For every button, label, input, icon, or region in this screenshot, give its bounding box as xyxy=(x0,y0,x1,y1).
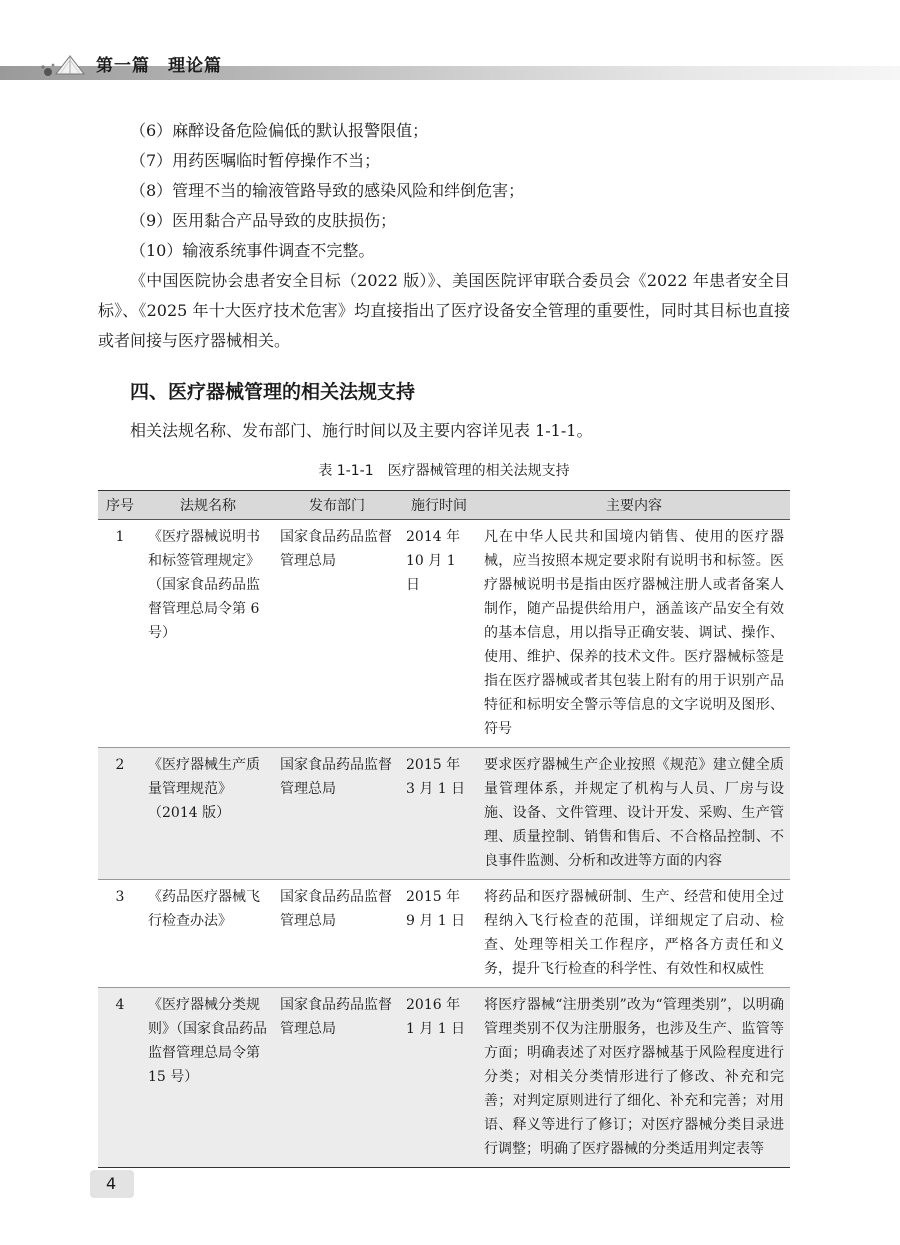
cell-content: 将药品和医疗器械研制、生产、经营和使用全过程纳入飞行检查的范围，详细规定了启动、检查、处理等相关工作程序，严格各方责任和义务，提升飞行检查的科学性、有效性和权威性 xyxy=(478,880,790,988)
list-item: （7）用药医嘱临时暂停操作不当； xyxy=(130,151,381,170)
cell-date: 2016 年 1 月 1 日 xyxy=(400,988,478,1168)
column-header: 法规名称 xyxy=(142,491,274,520)
list-item: （9）医用黏合产品导致的皮肤损伤； xyxy=(130,211,397,230)
cell-dept: 国家食品药品监督管理总局 xyxy=(274,880,400,988)
cell-no: 1 xyxy=(98,520,142,748)
column-header: 序号 xyxy=(98,491,142,520)
cell-date: 2015 年 3 月 1 日 xyxy=(400,748,478,880)
book-decoration-icon xyxy=(40,50,88,80)
cell-no: 4 xyxy=(98,988,142,1168)
list-item: （8）管理不当的输液管路导致的感染风险和绊倒危害； xyxy=(130,181,525,200)
column-header: 发布部门 xyxy=(274,491,400,520)
list-item: （10）输液系统事件调查不完整。 xyxy=(130,241,375,260)
cell-name: 《药品医疗器械飞行检查办法》 xyxy=(142,880,274,988)
cell-name: 《医疗器械说明书和标签管理规定》（国家食品药品监督管理总局令第 6 号） xyxy=(142,520,274,748)
table-row xyxy=(98,880,790,988)
table-row xyxy=(98,748,790,880)
section-heading: 四、医疗器械管理的相关法规支持 xyxy=(130,381,416,403)
column-header: 主要内容 xyxy=(478,491,790,520)
table-row xyxy=(98,988,790,1168)
cell-name: 《医疗器械生产质量管理规范》（2014 版） xyxy=(142,748,274,880)
cell-content: 凡在中华人民共和国境内销售、使用的医疗器械，应当按照本规定要求附有说明书和标签。医疗器械说明书是指由医疗器械注册人或者备案人制作，随产品提供给用户，涵盖该产品安全有效的基本信息，用以指导正确安装、调试、操作、使用、维护、保养的技术文件。医疗器械标签是指在医疗器械或者其包装上附有的用于识别产品特征和标明安全警示等信息的文字说明及图形、符号 xyxy=(478,520,790,748)
table-header-row xyxy=(98,491,790,520)
main-content xyxy=(98,116,790,1168)
paragraph: 《中国医院协会患者安全目标（2022 版）》、美国医院评审联合委员会《2022 年患者安全目标》、《2025 年十大医疗技术危害》均直接指出了医疗设备安全管理的重要性，同时其目标也直接或者间接与医疗器械相关。 xyxy=(98,271,790,350)
cell-dept: 国家食品药品监督管理总局 xyxy=(274,748,400,880)
header-title: 第一篇 理论篇 xyxy=(96,56,222,76)
cell-dept: 国家食品药品监督管理总局 xyxy=(274,520,400,748)
table-row xyxy=(98,520,790,748)
page-number: 4 xyxy=(90,1170,134,1198)
cell-date: 2014 年 10 月 1 日 xyxy=(400,520,478,748)
cell-content: 要求医疗器械生产企业按照《规范》建立健全质量管理体系，并规定了机构与人员、厂房与设施、设备、文件管理、设计开发、采购、生产管理、质量控制、销售和售后、不合格品控制、不良事件监测、分析和改进等方面的内容 xyxy=(478,748,790,880)
cell-dept: 国家食品药品监督管理总局 xyxy=(274,988,400,1168)
cell-no: 3 xyxy=(98,880,142,988)
table-caption: 表 1-1-1 医疗器械管理的相关法规支持 xyxy=(318,463,570,479)
cell-no: 2 xyxy=(98,748,142,880)
page-header xyxy=(0,44,900,82)
paragraph: 相关法规名称、发布部门、施行时间以及主要内容详见表 1-1-1。 xyxy=(130,421,593,440)
cell-name: 《医疗器械分类规则》（国家食品药品监督管理总局令第 15 号） xyxy=(142,988,274,1168)
cell-date: 2015 年 9 月 1 日 xyxy=(400,880,478,988)
column-header: 施行时间 xyxy=(400,491,478,520)
list-item: （6）麻醉设备危险偏低的默认报警限值； xyxy=(130,121,429,140)
cell-content: 将医疗器械“注册类别”改为“管理类别”，以明确管理类别不仅为注册服务，也涉及生产、监管等方面；明确表述了对医疗器械基于风险程度进行分类；对相关分类情形进行了修改、补充和完善；对判定原则进行了细化、补充和完善；对用语、释义等进行了修订；对医疗器械分类目录进行调整；明确了医疗器械的分类适用判定表等 xyxy=(478,988,790,1168)
regulation-table xyxy=(98,490,790,1168)
